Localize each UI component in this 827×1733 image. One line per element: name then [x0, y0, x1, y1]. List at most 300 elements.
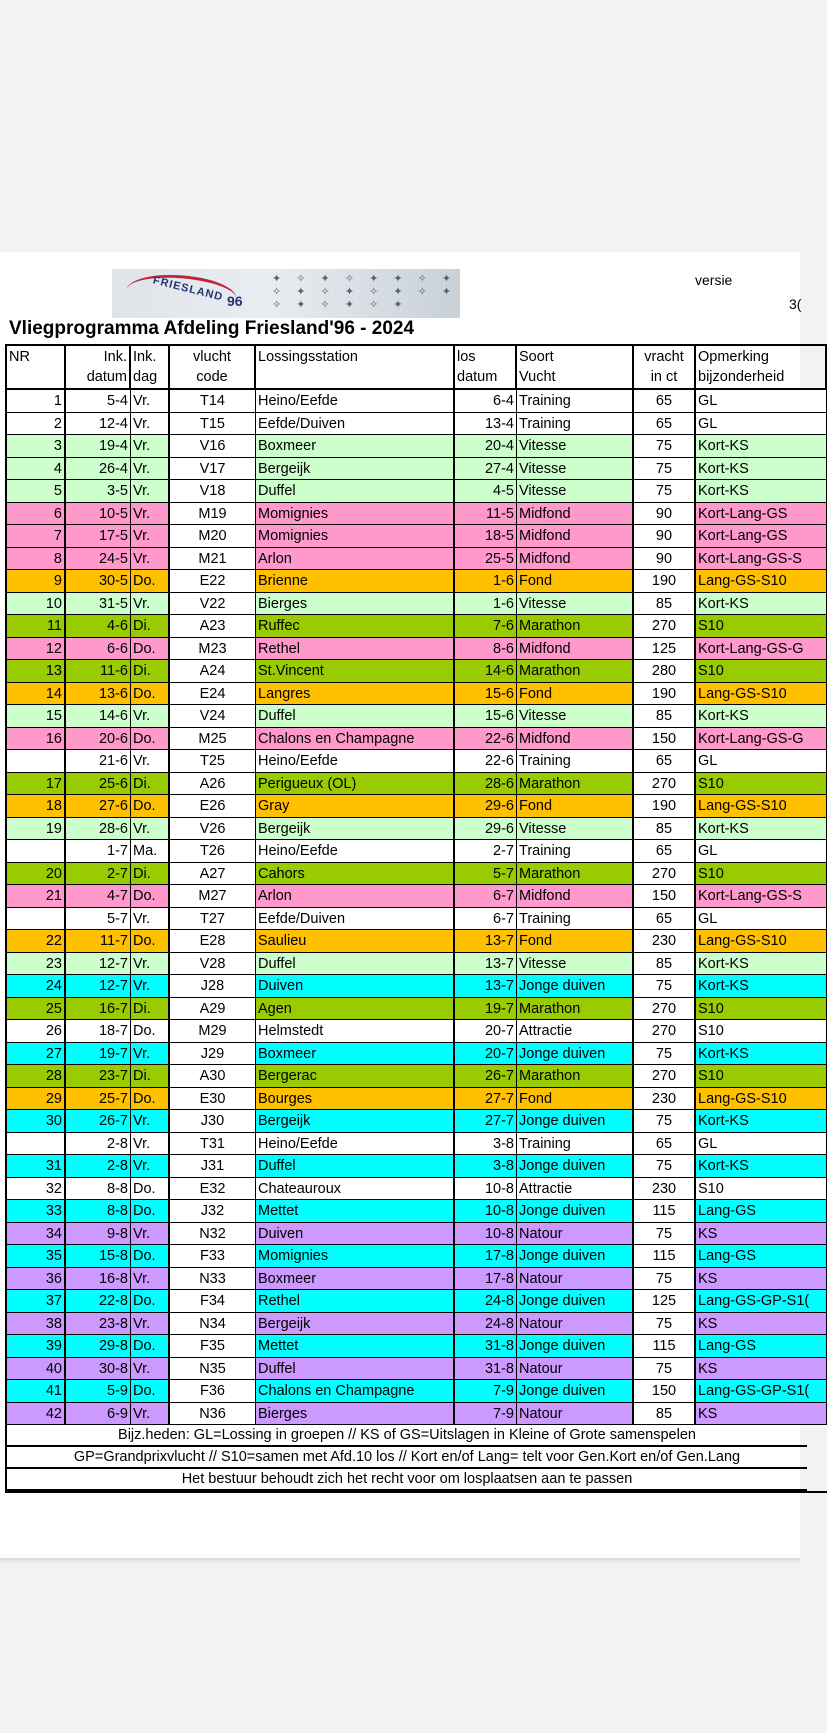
cell-datum: 26-7 — [66, 1110, 131, 1133]
cell-los: 22-6 — [455, 728, 517, 751]
cell-dag: Do. — [131, 930, 170, 953]
cell-vracht: 115 — [634, 1245, 696, 1268]
cell-station: Bergeijk — [256, 458, 455, 481]
cell-dag: Di. — [131, 998, 170, 1021]
table-row — [7, 818, 827, 841]
cell-station: Rethel — [256, 638, 455, 661]
cell-vracht: 75 — [634, 1155, 696, 1178]
table-row — [7, 795, 827, 818]
header-ink-dag: Ink. dag — [131, 346, 170, 390]
cell-nr — [7, 908, 66, 931]
cell-opm: Kort-Lang-GS-G — [696, 728, 827, 751]
cell-opm: Kort-KS — [696, 1043, 827, 1066]
cell-datum: 26-4 — [66, 458, 131, 481]
cell-opm: Lang-GS-S10 — [696, 1088, 827, 1111]
cell-nr: 16 — [7, 728, 66, 751]
cell-dag: Vr. — [131, 593, 170, 616]
cell-soort: Jonge duiven — [517, 1110, 634, 1133]
cell-vracht: 85 — [634, 953, 696, 976]
cell-dag: Ma. — [131, 840, 170, 863]
cell-opm: GL — [696, 413, 827, 436]
cell-station: Chalons en Champagne — [256, 1380, 455, 1403]
table-footer — [7, 1425, 827, 1491]
cell-code: T27 — [170, 908, 256, 931]
cell-soort: Training — [517, 413, 634, 436]
cell-station: Chateauroux — [256, 1178, 455, 1201]
cell-nr: 19 — [7, 818, 66, 841]
cell-datum: 30-8 — [66, 1358, 131, 1381]
cell-vracht: 190 — [634, 683, 696, 706]
header-lossingsstation: Lossingsstation — [256, 346, 455, 390]
cell-los: 8-6 — [455, 638, 517, 661]
cell-station: Arlon — [256, 885, 455, 908]
cell-datum: 6-6 — [66, 638, 131, 661]
cell-dag: Do. — [131, 570, 170, 593]
cell-code: T25 — [170, 750, 256, 773]
cell-opm: Kort-KS — [696, 1110, 827, 1133]
cell-datum: 5-9 — [66, 1380, 131, 1403]
cell-station: Bourges — [256, 1088, 455, 1111]
cell-station: Chalons en Champagne — [256, 728, 455, 751]
cell-nr: 25 — [7, 998, 66, 1021]
cell-station: Cahors — [256, 863, 455, 886]
cell-los: 28-6 — [455, 773, 517, 796]
cell-soort: Midfond — [517, 503, 634, 526]
cell-nr: 28 — [7, 1065, 66, 1088]
cell-los: 17-8 — [455, 1268, 517, 1291]
cell-station: Heino/Eefde — [256, 750, 455, 773]
cell-datum: 16-8 — [66, 1268, 131, 1291]
cell-nr: 2 — [7, 413, 66, 436]
cell-station: Heino/Eefde — [256, 1133, 455, 1156]
cell-soort: Marathon — [517, 773, 634, 796]
cell-station: Duffel — [256, 953, 455, 976]
cell-los: 1-6 — [455, 593, 517, 616]
cell-soort: Fond — [517, 1088, 634, 1111]
cell-soort: Vitesse — [517, 705, 634, 728]
header-nr: NR — [7, 346, 66, 390]
cell-nr: 9 — [7, 570, 66, 593]
table-row — [7, 863, 827, 886]
cell-soort: Marathon — [517, 998, 634, 1021]
header-ink-datum: Ink. datum — [66, 346, 131, 390]
versie-value: 3( — [789, 296, 802, 312]
cell-code: V18 — [170, 480, 256, 503]
cell-station: Heino/Eefde — [256, 390, 455, 413]
cell-station: Boxmeer — [256, 1043, 455, 1066]
cell-station: Duffel — [256, 1155, 455, 1178]
cell-los: 10-8 — [455, 1178, 517, 1201]
cell-opm: KS — [696, 1268, 827, 1291]
cell-code: F34 — [170, 1290, 256, 1313]
cell-dag: Vr. — [131, 1110, 170, 1133]
cell-datum: 25-7 — [66, 1088, 131, 1111]
table-row — [7, 750, 827, 773]
cell-nr: 40 — [7, 1358, 66, 1381]
cell-vracht: 75 — [634, 458, 696, 481]
cell-datum: 5-4 — [66, 390, 131, 413]
logo-number: 96 — [227, 293, 243, 309]
cell-nr: 26 — [7, 1020, 66, 1043]
cell-opm: S10 — [696, 863, 827, 886]
cell-nr: 33 — [7, 1200, 66, 1223]
cell-nr: 36 — [7, 1268, 66, 1291]
cell-code: T14 — [170, 390, 256, 413]
cell-opm: Kort-KS — [696, 1155, 827, 1178]
header-los-datum: los datum — [455, 346, 517, 390]
cell-dag: Vr. — [131, 458, 170, 481]
cell-soort: Vitesse — [517, 480, 634, 503]
cell-code: M21 — [170, 548, 256, 571]
cell-datum: 12-7 — [66, 953, 131, 976]
cell-dag: Vr. — [131, 480, 170, 503]
cell-datum: 30-5 — [66, 570, 131, 593]
cell-datum: 23-8 — [66, 1313, 131, 1336]
cell-nr: 41 — [7, 1380, 66, 1403]
cell-station: Rethel — [256, 1290, 455, 1313]
cell-datum: 8-8 — [66, 1178, 131, 1201]
cell-dag: Vr. — [131, 1403, 170, 1426]
cell-los: 27-7 — [455, 1110, 517, 1133]
cell-dag: Vr. — [131, 705, 170, 728]
cell-datum: 16-7 — [66, 998, 131, 1021]
cell-opm: Kort-KS — [696, 953, 827, 976]
cell-code: E28 — [170, 930, 256, 953]
table-row — [7, 930, 827, 953]
cell-vracht: 85 — [634, 818, 696, 841]
cell-code: N32 — [170, 1223, 256, 1246]
cell-station: Bierges — [256, 1403, 455, 1426]
table-row — [7, 1155, 827, 1178]
cell-opm: S10 — [696, 660, 827, 683]
table-row — [7, 458, 827, 481]
cell-vracht: 75 — [634, 975, 696, 998]
cell-los: 22-6 — [455, 750, 517, 773]
cell-dag: Vr. — [131, 435, 170, 458]
footer-note — [7, 1469, 807, 1491]
cell-dag: Do. — [131, 1088, 170, 1111]
flight-program-table — [5, 344, 827, 1493]
cell-dag: Vr. — [131, 953, 170, 976]
cell-dag: Di. — [131, 773, 170, 796]
cell-vracht: 230 — [634, 1088, 696, 1111]
cell-opm: S10 — [696, 615, 827, 638]
cell-los: 18-5 — [455, 525, 517, 548]
cell-datum: 28-6 — [66, 818, 131, 841]
cell-vracht: 65 — [634, 908, 696, 931]
cell-los: 24-8 — [455, 1313, 517, 1336]
cell-station: Brienne — [256, 570, 455, 593]
cell-dag: Do. — [131, 1178, 170, 1201]
cell-soort: Midfond — [517, 885, 634, 908]
cell-opm: KS — [696, 1403, 827, 1426]
cell-nr: 8 — [7, 548, 66, 571]
cell-dag: Vr. — [131, 1223, 170, 1246]
cell-soort: Vitesse — [517, 593, 634, 616]
cell-datum: 12-7 — [66, 975, 131, 998]
cell-los: 27-7 — [455, 1088, 517, 1111]
cell-soort: Midfond — [517, 638, 634, 661]
cell-soort: Fond — [517, 795, 634, 818]
cell-station: Bergeijk — [256, 818, 455, 841]
cell-vracht: 280 — [634, 660, 696, 683]
cell-los: 7-9 — [455, 1380, 517, 1403]
cell-opm: Lang-GS — [696, 1335, 827, 1358]
cell-soort: Marathon — [517, 863, 634, 886]
cell-dag: Do. — [131, 1200, 170, 1223]
cell-soort: Jonge duiven — [517, 1335, 634, 1358]
cell-station: Duffel — [256, 705, 455, 728]
cell-opm: Lang-GS-S10 — [696, 683, 827, 706]
cell-datum: 17-5 — [66, 525, 131, 548]
cell-dag: Vr. — [131, 390, 170, 413]
cell-station: Ruffec — [256, 615, 455, 638]
cell-los: 15-6 — [455, 683, 517, 706]
cell-vracht: 75 — [634, 1223, 696, 1246]
cell-station: Duiven — [256, 975, 455, 998]
cell-station: Perigueux (OL) — [256, 773, 455, 796]
cell-vracht: 65 — [634, 840, 696, 863]
cell-vracht: 270 — [634, 998, 696, 1021]
cell-vracht: 150 — [634, 728, 696, 751]
cell-nr: 30 — [7, 1110, 66, 1133]
cell-datum: 1-7 — [66, 840, 131, 863]
cell-nr: 27 — [7, 1043, 66, 1066]
footer-note-text: Bijz.heden: GL=Lossing in groepen // KS of GS=Uitslagen in Kleine of Grote samenspelen — [118, 1427, 696, 1443]
cell-datum: 27-6 — [66, 795, 131, 818]
cell-station: St.Vincent — [256, 660, 455, 683]
cell-opm: Kort-Lang-GS — [696, 503, 827, 526]
cell-los: 15-6 — [455, 705, 517, 728]
cell-vracht: 270 — [634, 1020, 696, 1043]
cell-soort: Natour — [517, 1268, 634, 1291]
table-row — [7, 728, 827, 751]
cell-datum: 11-7 — [66, 930, 131, 953]
cell-code: A23 — [170, 615, 256, 638]
cell-dag: Vr. — [131, 908, 170, 931]
cell-vracht: 115 — [634, 1200, 696, 1223]
cell-opm: Lang-GS-GP-S1( — [696, 1290, 827, 1313]
cell-datum: 14-6 — [66, 705, 131, 728]
cell-code: N34 — [170, 1313, 256, 1336]
cell-datum: 25-6 — [66, 773, 131, 796]
cell-soort: Fond — [517, 570, 634, 593]
header-vlucht-code: vlucht code — [170, 346, 256, 390]
cell-dag: Vr. — [131, 1358, 170, 1381]
cell-station: Duffel — [256, 480, 455, 503]
table-row — [7, 390, 827, 413]
cell-code: V22 — [170, 593, 256, 616]
cell-nr: 21 — [7, 885, 66, 908]
page-title: Vliegprogramma Afdeling Friesland'96 - 2024 — [9, 318, 415, 339]
cell-datum: 12-4 — [66, 413, 131, 436]
cell-station: Saulieu — [256, 930, 455, 953]
table-row — [7, 413, 827, 436]
cell-opm: KS — [696, 1223, 827, 1246]
cell-nr — [7, 750, 66, 773]
table-row — [7, 705, 827, 728]
cell-opm: Kort-KS — [696, 480, 827, 503]
cell-nr: 13 — [7, 660, 66, 683]
cell-vracht: 190 — [634, 795, 696, 818]
cell-opm: Kort-KS — [696, 593, 827, 616]
cell-opm: GL — [696, 908, 827, 931]
cell-vracht: 270 — [634, 863, 696, 886]
cell-station: Boxmeer — [256, 1268, 455, 1291]
cell-opm: Kort-KS — [696, 818, 827, 841]
table-row — [7, 1335, 827, 1358]
cell-datum: 2-8 — [66, 1133, 131, 1156]
cell-opm: Kort-KS — [696, 975, 827, 998]
cell-station: Agen — [256, 998, 455, 1021]
table-row — [7, 480, 827, 503]
cell-nr: 6 — [7, 503, 66, 526]
cell-opm: Kort-KS — [696, 458, 827, 481]
cell-code: E26 — [170, 795, 256, 818]
cell-opm: S10 — [696, 1020, 827, 1043]
cell-station: Momignies — [256, 503, 455, 526]
cell-soort: Marathon — [517, 660, 634, 683]
cell-dag: Di. — [131, 660, 170, 683]
cell-opm: Lang-GS-S10 — [696, 930, 827, 953]
cell-vracht: 150 — [634, 885, 696, 908]
cell-soort: Fond — [517, 930, 634, 953]
cell-soort: Marathon — [517, 615, 634, 638]
cell-station: Bierges — [256, 593, 455, 616]
cell-soort: Fond — [517, 683, 634, 706]
footer-note — [7, 1425, 807, 1447]
cell-los: 7-9 — [455, 1403, 517, 1426]
cell-dag: Di. — [131, 1065, 170, 1088]
cell-soort: Vitesse — [517, 458, 634, 481]
cell-soort: Natour — [517, 1313, 634, 1336]
header-soort-vucht: Soort Vucht — [517, 346, 634, 390]
cell-code: J28 — [170, 975, 256, 998]
cell-code: A30 — [170, 1065, 256, 1088]
cell-dag: Do. — [131, 885, 170, 908]
cell-vracht: 75 — [634, 1043, 696, 1066]
cell-dag: Vr. — [131, 1043, 170, 1066]
cell-los: 6-7 — [455, 885, 517, 908]
cell-nr: 35 — [7, 1245, 66, 1268]
cell-code: M20 — [170, 525, 256, 548]
cell-station: Mettet — [256, 1200, 455, 1223]
cell-code: V17 — [170, 458, 256, 481]
table-row — [7, 615, 827, 638]
cell-vracht: 190 — [634, 570, 696, 593]
cell-soort: Training — [517, 750, 634, 773]
table-row — [7, 840, 827, 863]
cell-nr — [7, 840, 66, 863]
table-row — [7, 1133, 827, 1156]
header-vracht: vracht in ct — [634, 346, 696, 390]
cell-opm: GL — [696, 390, 827, 413]
cell-datum: 9-8 — [66, 1223, 131, 1246]
cell-los: 24-8 — [455, 1290, 517, 1313]
cell-soort: Jonge duiven — [517, 975, 634, 998]
cell-datum: 2-8 — [66, 1155, 131, 1178]
table-row — [7, 885, 827, 908]
cell-soort: Natour — [517, 1358, 634, 1381]
cell-los: 26-7 — [455, 1065, 517, 1088]
cell-opm: Lang-GS-S10 — [696, 795, 827, 818]
table-row — [7, 435, 827, 458]
cell-code: E30 — [170, 1088, 256, 1111]
cell-dag: Vr. — [131, 525, 170, 548]
cell-los: 17-8 — [455, 1245, 517, 1268]
table-row — [7, 998, 827, 1021]
table-row — [7, 593, 827, 616]
table-row — [7, 975, 827, 998]
cell-code: M25 — [170, 728, 256, 751]
cell-vracht: 65 — [634, 413, 696, 436]
cell-los: 7-6 — [455, 615, 517, 638]
cell-datum: 20-6 — [66, 728, 131, 751]
cell-opm: S10 — [696, 1065, 827, 1088]
cell-vracht: 270 — [634, 773, 696, 796]
cell-code: V16 — [170, 435, 256, 458]
cell-soort: Training — [517, 908, 634, 931]
cell-soort: Midfond — [517, 728, 634, 751]
cell-datum: 6-9 — [66, 1403, 131, 1426]
table-body — [7, 390, 827, 1425]
cell-code: V26 — [170, 818, 256, 841]
cell-soort: Jonge duiven — [517, 1290, 634, 1313]
cell-vracht: 85 — [634, 593, 696, 616]
cell-station: Eefde/Duiven — [256, 413, 455, 436]
cell-vracht: 125 — [634, 638, 696, 661]
cell-los: 3-8 — [455, 1155, 517, 1178]
cell-station: Duffel — [256, 1358, 455, 1381]
table-row — [7, 773, 827, 796]
cell-nr: 31 — [7, 1155, 66, 1178]
header-opmerking: Opmerking bijzonderheid — [696, 346, 827, 390]
cell-vracht: 75 — [634, 1313, 696, 1336]
cell-code: E32 — [170, 1178, 256, 1201]
cell-dag: Vr. — [131, 548, 170, 571]
cell-nr: 37 — [7, 1290, 66, 1313]
table-row — [7, 1290, 827, 1313]
cell-datum: 24-5 — [66, 548, 131, 571]
cell-nr: 3 — [7, 435, 66, 458]
cell-vracht: 75 — [634, 1110, 696, 1133]
cell-datum: 13-6 — [66, 683, 131, 706]
cell-code: E24 — [170, 683, 256, 706]
cell-dag: Vr. — [131, 1133, 170, 1156]
cell-vracht: 270 — [634, 1065, 696, 1088]
cell-code: N33 — [170, 1268, 256, 1291]
cell-opm: KS — [696, 1358, 827, 1381]
cell-soort: Natour — [517, 1223, 634, 1246]
footer-note-text: Het bestuur behoudt zich het recht voor om losplaatsen aan te passen — [181, 1471, 633, 1487]
cell-dag: Do. — [131, 1020, 170, 1043]
cell-dag: Vr. — [131, 1268, 170, 1291]
cell-nr — [7, 1133, 66, 1156]
cell-soort: Training — [517, 840, 634, 863]
cell-datum: 23-7 — [66, 1065, 131, 1088]
cell-vracht: 75 — [634, 480, 696, 503]
cell-vracht: 90 — [634, 548, 696, 571]
cell-opm: S10 — [696, 1178, 827, 1201]
cell-datum: 21-6 — [66, 750, 131, 773]
table-row — [7, 953, 827, 976]
table-row — [7, 1178, 827, 1201]
cell-vracht: 85 — [634, 705, 696, 728]
cell-datum: 8-8 — [66, 1200, 131, 1223]
cell-station: Arlon — [256, 548, 455, 571]
cell-soort: Training — [517, 1133, 634, 1156]
logo-text: FRIESLAND — [151, 274, 225, 304]
